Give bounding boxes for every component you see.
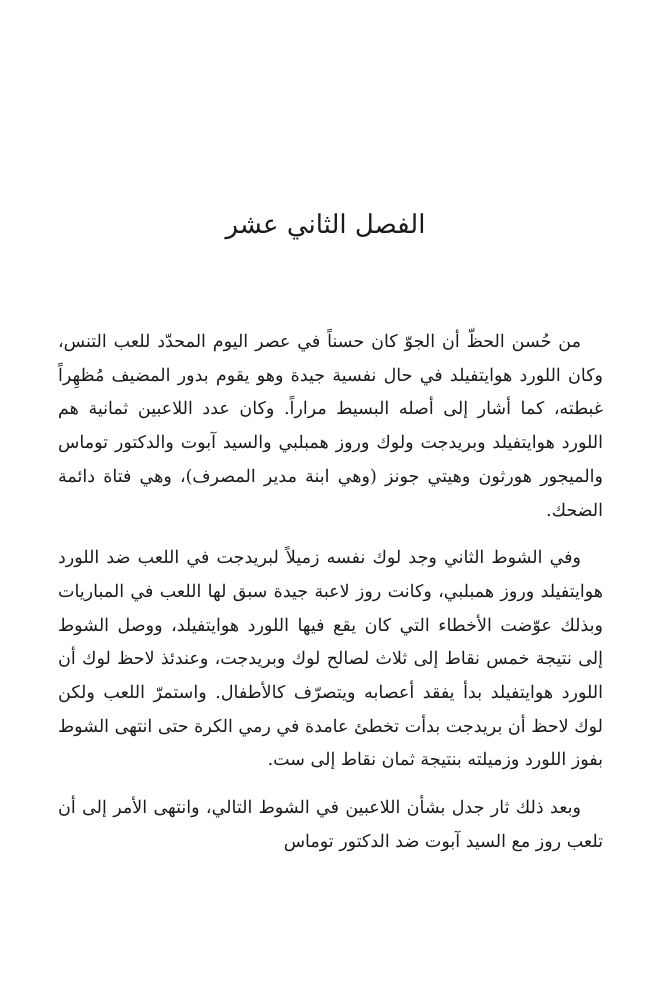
chapter-body <box>58 326 603 874</box>
paragraph-3: وبعد ذلك ثار جدل بشأن اللاعبين في الشوط التالي، وانتهى الأمر إلى أن تلعب روز مع السيد آبوت ضد الدكتور توماس <box>58 798 603 852</box>
chapter-title: الفصل الثاني عشر <box>225 210 426 240</box>
paragraph-2: وفي الشوط الثاني وجد لوك نفسه زميلاً لبريدجت في اللعب ضد اللورد هوايتفيلد وروز همبلبي، وكانت روز لاعبة جيدة سبق لها اللعب في المباريات وبذلك عوّضت الأخطاء التي كان يقع فيها اللورد هوايتفيلد، ووصل الشوط إلى نتيجة خمس نقاط إلى ثلاث لصالح لوك وبريدجت، وعندئذ لاحظ لوك أن اللورد هوايتفيلد بدأ يفقد أعصابه ويتصرّف كالأطفال. واستمرّ اللعب ولكن لوك لاحظ أن بريدجت بدأت تخطئ عامدة في رمي الكرة حتى انتهى الشوط بفوز اللورد وزميلته بنتيجة ثمان نقاط إلى ست. <box>58 548 603 771</box>
paragraph-1: من حُسن الحظّ أن الجوّ كان حسناً في عصر اليوم المحدّد للعب التنس، وكان اللورد هوايتفيلد في حال نفسية جيدة وهو يقوم بدور المضيف مُظهِراً غبطته، كما أشار إلى أصله البسيط مراراً. وكان عدد اللاعبين ثمانية هم اللورد هوايتفيلد وبريدجت ولوك وروز همبلبي والسيد آبوت والدكتور توماس والميجور هورثون وهيتي جونز (وهي ابنة مدير المصرف)، وهي فتاة دائمة الضحك. <box>58 332 603 521</box>
